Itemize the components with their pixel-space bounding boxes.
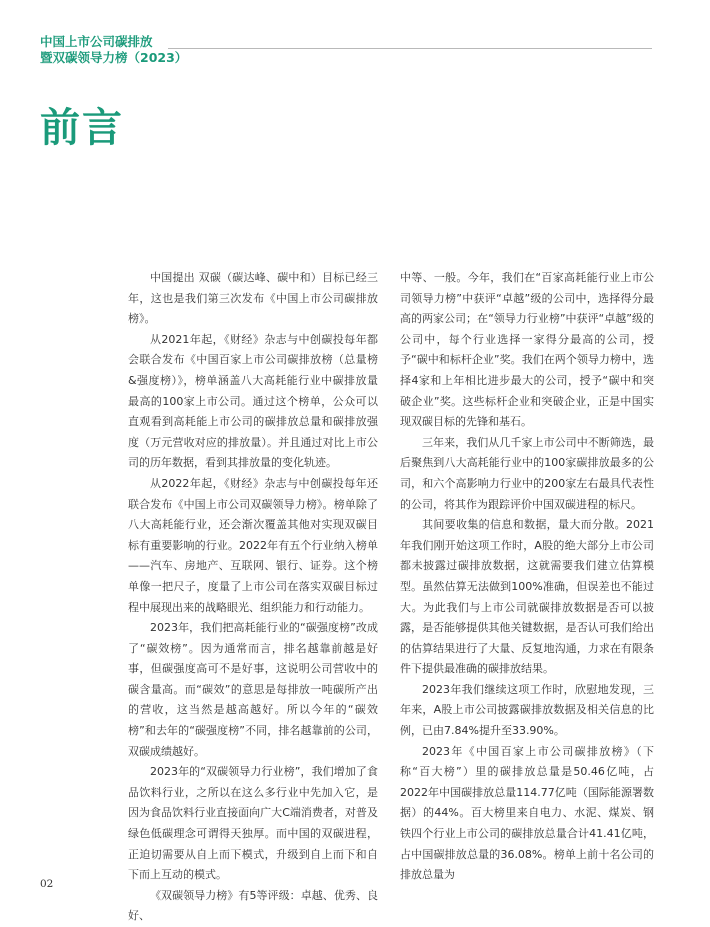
paragraph: 其间要收集的信息和数据，量大而分散。2021年我们刚开始这项工作时，A股的绝大部分上市公司都未披露过碳排放数据，这就需要我们建立估算模型。虽然估算无法做到100%准确，但误差也不能过大。为此我们与上市公司就碳排放数据是否可以披露，是否能够提供其他关键数据，是否认可我们给出的估算结果进行了大量、反复地沟通，力求在有限条件下提供最准确的碳排放结果。 <box>400 518 654 676</box>
paragraph: 从2022年起，《财经》杂志与中创碳投每年还联合发布《中国上市公司双碳领导力榜》。榜单除了八大高耗能行业，还会渐次覆盖其他对实现双碳目标有重要影响的行业。2022年有五个行业纳入榜单——汽车、房地产、互联网、银行、证券。这个榜单像一把尺子，度量了上市公司在落实双碳目标过程中展现出来的战略眼光、组织能力和行动能力。 <box>128 476 378 614</box>
text-column-left <box>128 268 378 927</box>
paragraph: 中国提出 双碳（碳达峰、碳中和）目标已经三年，这也是我们第三次发布《中国上市公司碳排放榜》。 <box>128 271 378 326</box>
paragraph: 2023年的“双碳领导力行业榜”，我们增加了食品饮料行业，之所以在这么多行业中先加入它，是因为食品饮料行业直接面向广大C端消费者，对普及绿色低碳理念可谓得天独厚。而中国的双碳进程，正迫切需要从自上而下模式，升级到自上而下和自下而上互动的模式。 <box>128 765 378 882</box>
paragraph: 中等、一般。今年，我们在“百家高耗能行业上市公司领导力榜”中获评“卓越”级的公司中，选择得分最高的两家公司；在“领导力行业榜”中获评“卓越”级的公司中，每个行业选择一家得分最高的公司，授予“碳中和标杆企业”奖。我们在两个领导力榜中，选择4家和上年相比进步最大的公司，授予“碳中和突破企业”奖。这些标杆企业和突破企业，正是中国实现双碳目标的先锋和基石。 <box>400 271 654 429</box>
report-title-line-1: 中国上市公司碳排放 <box>40 34 153 49</box>
text-column-right <box>400 268 654 886</box>
report-title <box>40 34 187 66</box>
report-title-line-2: 暨双碳领导力榜（2023） <box>40 50 188 65</box>
paragraph: 2023年我们继续这项工作时，欣慰地发现，三年来，A股上市公司披露碳排放数据及相关信息的比例，已由7.84%提升至33.90%。 <box>400 682 654 738</box>
paragraph: 三年来，我们从几千家上市公司中不断筛选，最后聚焦到八大高耗能行业中的100家碳排放最多的公司，和六个高影响力行业中的200家左右最具代表性的公司，将其作为跟踪评价中国双碳进程的标尺。 <box>400 435 654 511</box>
page-number: 02 <box>40 878 54 890</box>
paragraph: 《双碳领导力榜》有5等评级：卓越、优秀、良好、 <box>128 888 378 923</box>
page-title: 前言 <box>40 105 124 151</box>
paragraph: 2023年，我们把高耗能行业的“碳强度榜”改成了“碳效榜”。因为通常而言，排名越靠前越是好事，但碳强度高可不是好事，这说明公司营收中的碳含量高。而“碳效”的意思是每排放一吨碳所产出的营收，这当然是越高越好。所以今年的“碳效榜”和去年的“碳强度榜”不同，排名越靠前的公司，双碳成绩越好。 <box>128 621 378 758</box>
paragraph: 从2021年起，《财经》杂志与中创碳投每年都会联合发布《中国百家上市公司碳排放榜（总量榜&强度榜）》，榜单涵盖八大高耗能行业中碳排放量最高的100家上市公司。通过这个榜单，公众可以直观看到高耗能上市公司的碳排放总量和碳排放强度（万元营收对应的排放量）。并且通过对比上市公司的历年数据，看到其排放量的变化轨迹。 <box>128 332 378 470</box>
header-divider <box>168 48 652 49</box>
paragraph: 2023年《中国百家上市公司碳排放榜》（下称“百大榜”）里的碳排放总量是50.46亿吨，占2022年中国碳排放总量114.77亿吨（国际能源署数据）的44%。百大榜里来自电力、水泥、煤炭、钢铁四个行业上市公司的碳排放总量合计41.41亿吨，占中国碳排放总量的36.08%。榜单上前十名公司的排放总量为 <box>400 744 654 882</box>
